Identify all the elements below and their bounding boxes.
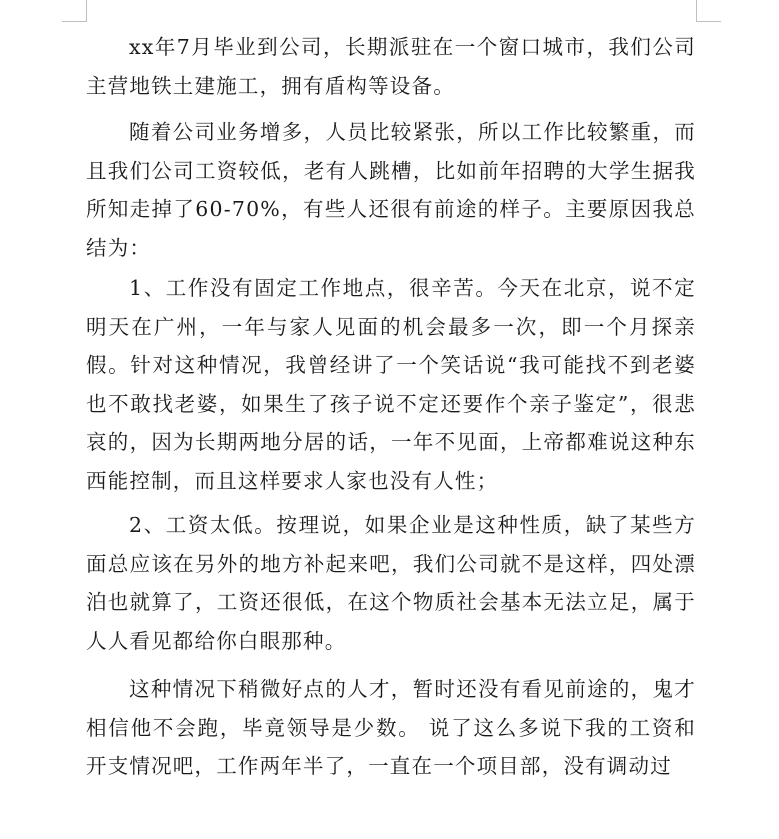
paragraph-conclusion: 这种情况下稍微好点的人才，暂时还没有看见前途的，鬼才相信他不会跑，毕竟领导是少数。 说了这么多说下我的工资和开支情况吧，工作两年半了，一直在一个项目部，没有调动过 (86, 677, 696, 778)
crop-mark-top-left (62, 0, 87, 22)
crop-mark-top-right (696, 0, 721, 22)
paragraph-background: 随着公司业务增多，人员比较紧张，所以工作比较繁重，而且我们公司工资较低，老有人跳槽，比如前年招聘的大学生据我所知走掉了60-70%，有些人还很有前途的样子。主要原因我总结为： (86, 120, 696, 260)
paragraph-intro: xx年7月毕业到公司，长期派驻在一个窗口城市，我们公司主营地铁土建施工，拥有盾构等设备。 (86, 35, 696, 98)
paragraph-reason-2: 2、工资太低。按理说，如果企业是这种性质，缺了某些方面总应该在另外的地方补起来吧，我们公司就不是这样，四处漂泊也就算了，工资还很低，在这个物质社会基本无法立足，属于人人看见都给你白眼那种。 (86, 513, 696, 653)
document-body[interactable] (86, 28, 696, 786)
paragraph-reason-1: 1、工作没有固定工作地点，很辛苦。今天在北京，说不定明天在广州，一年与家人见面的机会最多一次，即一个月探亲假。针对这种情况，我曾经讲了一个笑话说“我可能找不到老婆也不敢找老婆，如果生了孩子说不定还要作个亲子鉴定”，很悲哀的，因为长期两地分居的话，一年不见面，上帝都难说这种东西能控制，而且这样要求人家也没有人性； (86, 276, 696, 493)
